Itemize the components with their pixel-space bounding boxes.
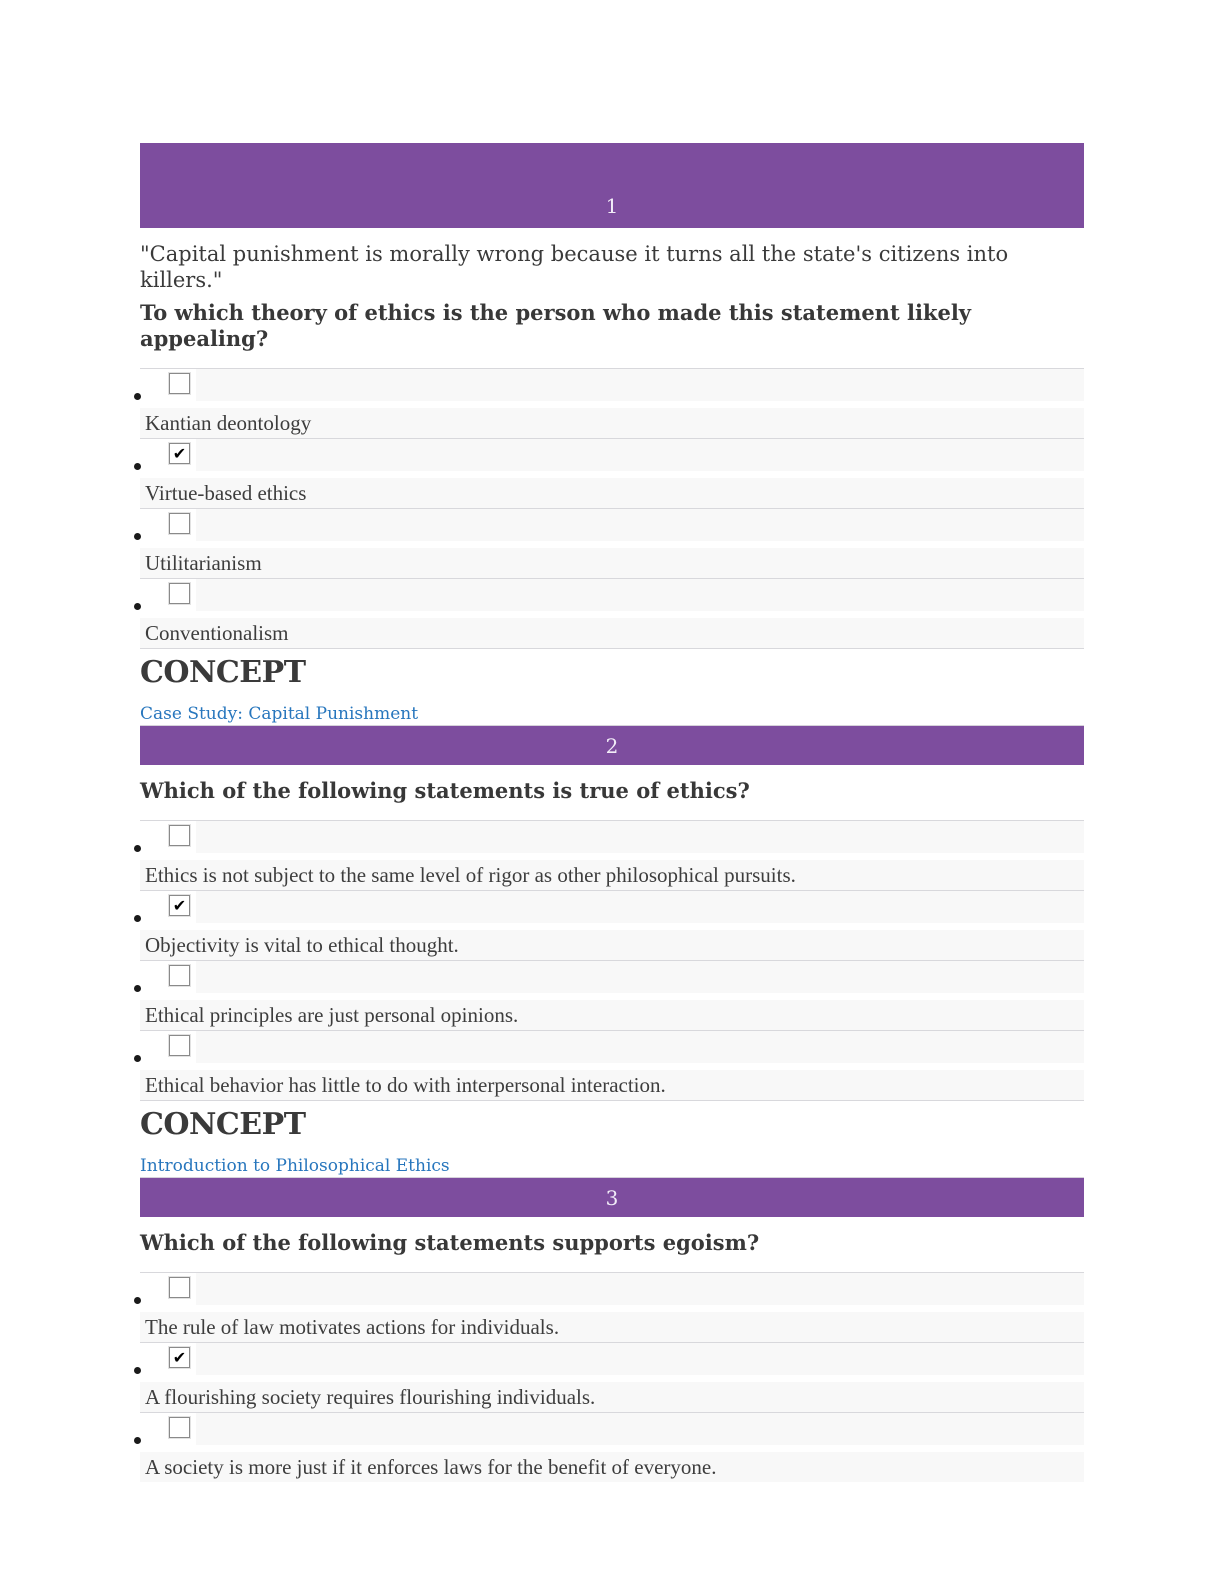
question-number: 3 [605, 1185, 619, 1210]
checkbox-cell [163, 891, 196, 923]
bullet-icon [134, 985, 141, 992]
option-row [140, 438, 1084, 508]
bullet-icon [134, 603, 141, 610]
option-row [140, 820, 1084, 890]
checkbox-row [163, 509, 1084, 541]
bullet-icon [134, 463, 141, 470]
checkbox-unchecked-icon[interactable] [169, 965, 190, 986]
checkbox-unchecked-icon[interactable] [169, 1277, 190, 1298]
checkbox-cell [163, 439, 196, 471]
option-label: Objectivity is vital to ethical thought. [140, 930, 1084, 960]
checkbox-checked-icon[interactable]: ✔ [169, 895, 190, 916]
option-label: Virtue-based ethics [140, 478, 1084, 508]
checkbox-row [163, 1273, 1084, 1305]
checkbox-row [163, 961, 1084, 993]
checkbox-cell [163, 1273, 196, 1305]
checkbox-cell [163, 1031, 196, 1063]
option-row [140, 890, 1084, 960]
option-row [140, 1342, 1084, 1412]
option-label: Conventionalism [140, 618, 1084, 648]
concept-link[interactable]: Case Study: Capital Punishment [140, 704, 419, 724]
question-1-quote: "Capital punishment is morally wrong because it turns all the state's citizens into killers." [140, 242, 1009, 292]
question-2-options [140, 820, 1084, 1101]
quiz-page [140, 143, 1084, 1482]
question-2-text: Which of the following statements is true of ethics? [140, 778, 750, 803]
checkbox-cell [163, 961, 196, 993]
checkbox-cell [163, 579, 196, 611]
bullet-icon [134, 1297, 141, 1304]
bullet-icon [134, 845, 141, 852]
option-row [140, 1412, 1084, 1482]
checkbox-row [163, 439, 1084, 471]
question-1-section [140, 143, 1084, 725]
checkbox-unchecked-icon[interactable] [169, 1035, 190, 1056]
question-1-options [140, 368, 1084, 649]
concept-heading: CONCEPT [140, 1107, 306, 1142]
option-label: Ethical behavior has little to do with interpersonal interaction. [140, 1070, 1084, 1100]
bullet-icon [134, 1367, 141, 1374]
checkbox-unchecked-icon[interactable] [169, 825, 190, 846]
bullet-icon [134, 533, 141, 540]
checkbox-unchecked-icon[interactable] [169, 513, 190, 534]
question-2-number-bar [140, 725, 1084, 765]
checkbox-cell [163, 369, 196, 401]
checkbox-row [163, 821, 1084, 853]
question-3-section [140, 1177, 1084, 1482]
bullet-icon [134, 1055, 141, 1062]
option-label: The rule of law motivates actions for individuals. [140, 1312, 1084, 1342]
question-number: 1 [605, 194, 619, 218]
option-row [140, 508, 1084, 578]
option-row [140, 578, 1084, 648]
checkbox-cell [163, 821, 196, 853]
checkbox-unchecked-icon[interactable] [169, 373, 190, 394]
option-row [140, 1272, 1084, 1342]
checkbox-row [163, 891, 1084, 923]
concept-heading: CONCEPT [140, 655, 306, 690]
option-label: Ethical principles are just personal opinions. [140, 1000, 1084, 1030]
option-label: Kantian deontology [140, 408, 1084, 438]
option-row [140, 1030, 1084, 1100]
bullet-icon [134, 1437, 141, 1444]
checkbox-cell [163, 509, 196, 541]
question-1-number-bar [140, 143, 1084, 228]
checkbox-row [163, 369, 1084, 401]
checkbox-unchecked-icon[interactable] [169, 583, 190, 604]
concept-link[interactable]: Introduction to Philosophical Ethics [140, 1156, 450, 1176]
question-1-text: To which theory of ethics is the person who made this statement likely appealing? [140, 300, 972, 351]
checkbox-cell [163, 1413, 196, 1445]
checkbox-row [163, 1031, 1084, 1063]
question-2-section [140, 725, 1084, 1177]
checkbox-row [163, 1343, 1084, 1375]
option-label: A flourishing society requires flourishing individuals. [140, 1382, 1084, 1412]
checkbox-unchecked-icon[interactable] [169, 1417, 190, 1438]
option-row [140, 960, 1084, 1030]
checkbox-cell [163, 1343, 196, 1375]
option-row [140, 368, 1084, 438]
option-label: A society is more just if it enforces laws for the benefit of everyone. [140, 1452, 1084, 1482]
checkbox-checked-icon[interactable]: ✔ [169, 1347, 190, 1368]
question-3-options [140, 1272, 1084, 1482]
option-label: Utilitarianism [140, 548, 1084, 578]
question-number: 2 [605, 733, 619, 758]
bullet-icon [134, 393, 141, 400]
checkbox-row [163, 579, 1084, 611]
bullet-icon [134, 915, 141, 922]
checkbox-checked-icon[interactable]: ✔ [169, 443, 190, 464]
question-3-text: Which of the following statements supports egoism? [140, 1230, 760, 1255]
option-label: Ethics is not subject to the same level of rigor as other philosophical pursuits. [140, 860, 1084, 890]
question-3-number-bar [140, 1177, 1084, 1217]
checkbox-row [163, 1413, 1084, 1445]
